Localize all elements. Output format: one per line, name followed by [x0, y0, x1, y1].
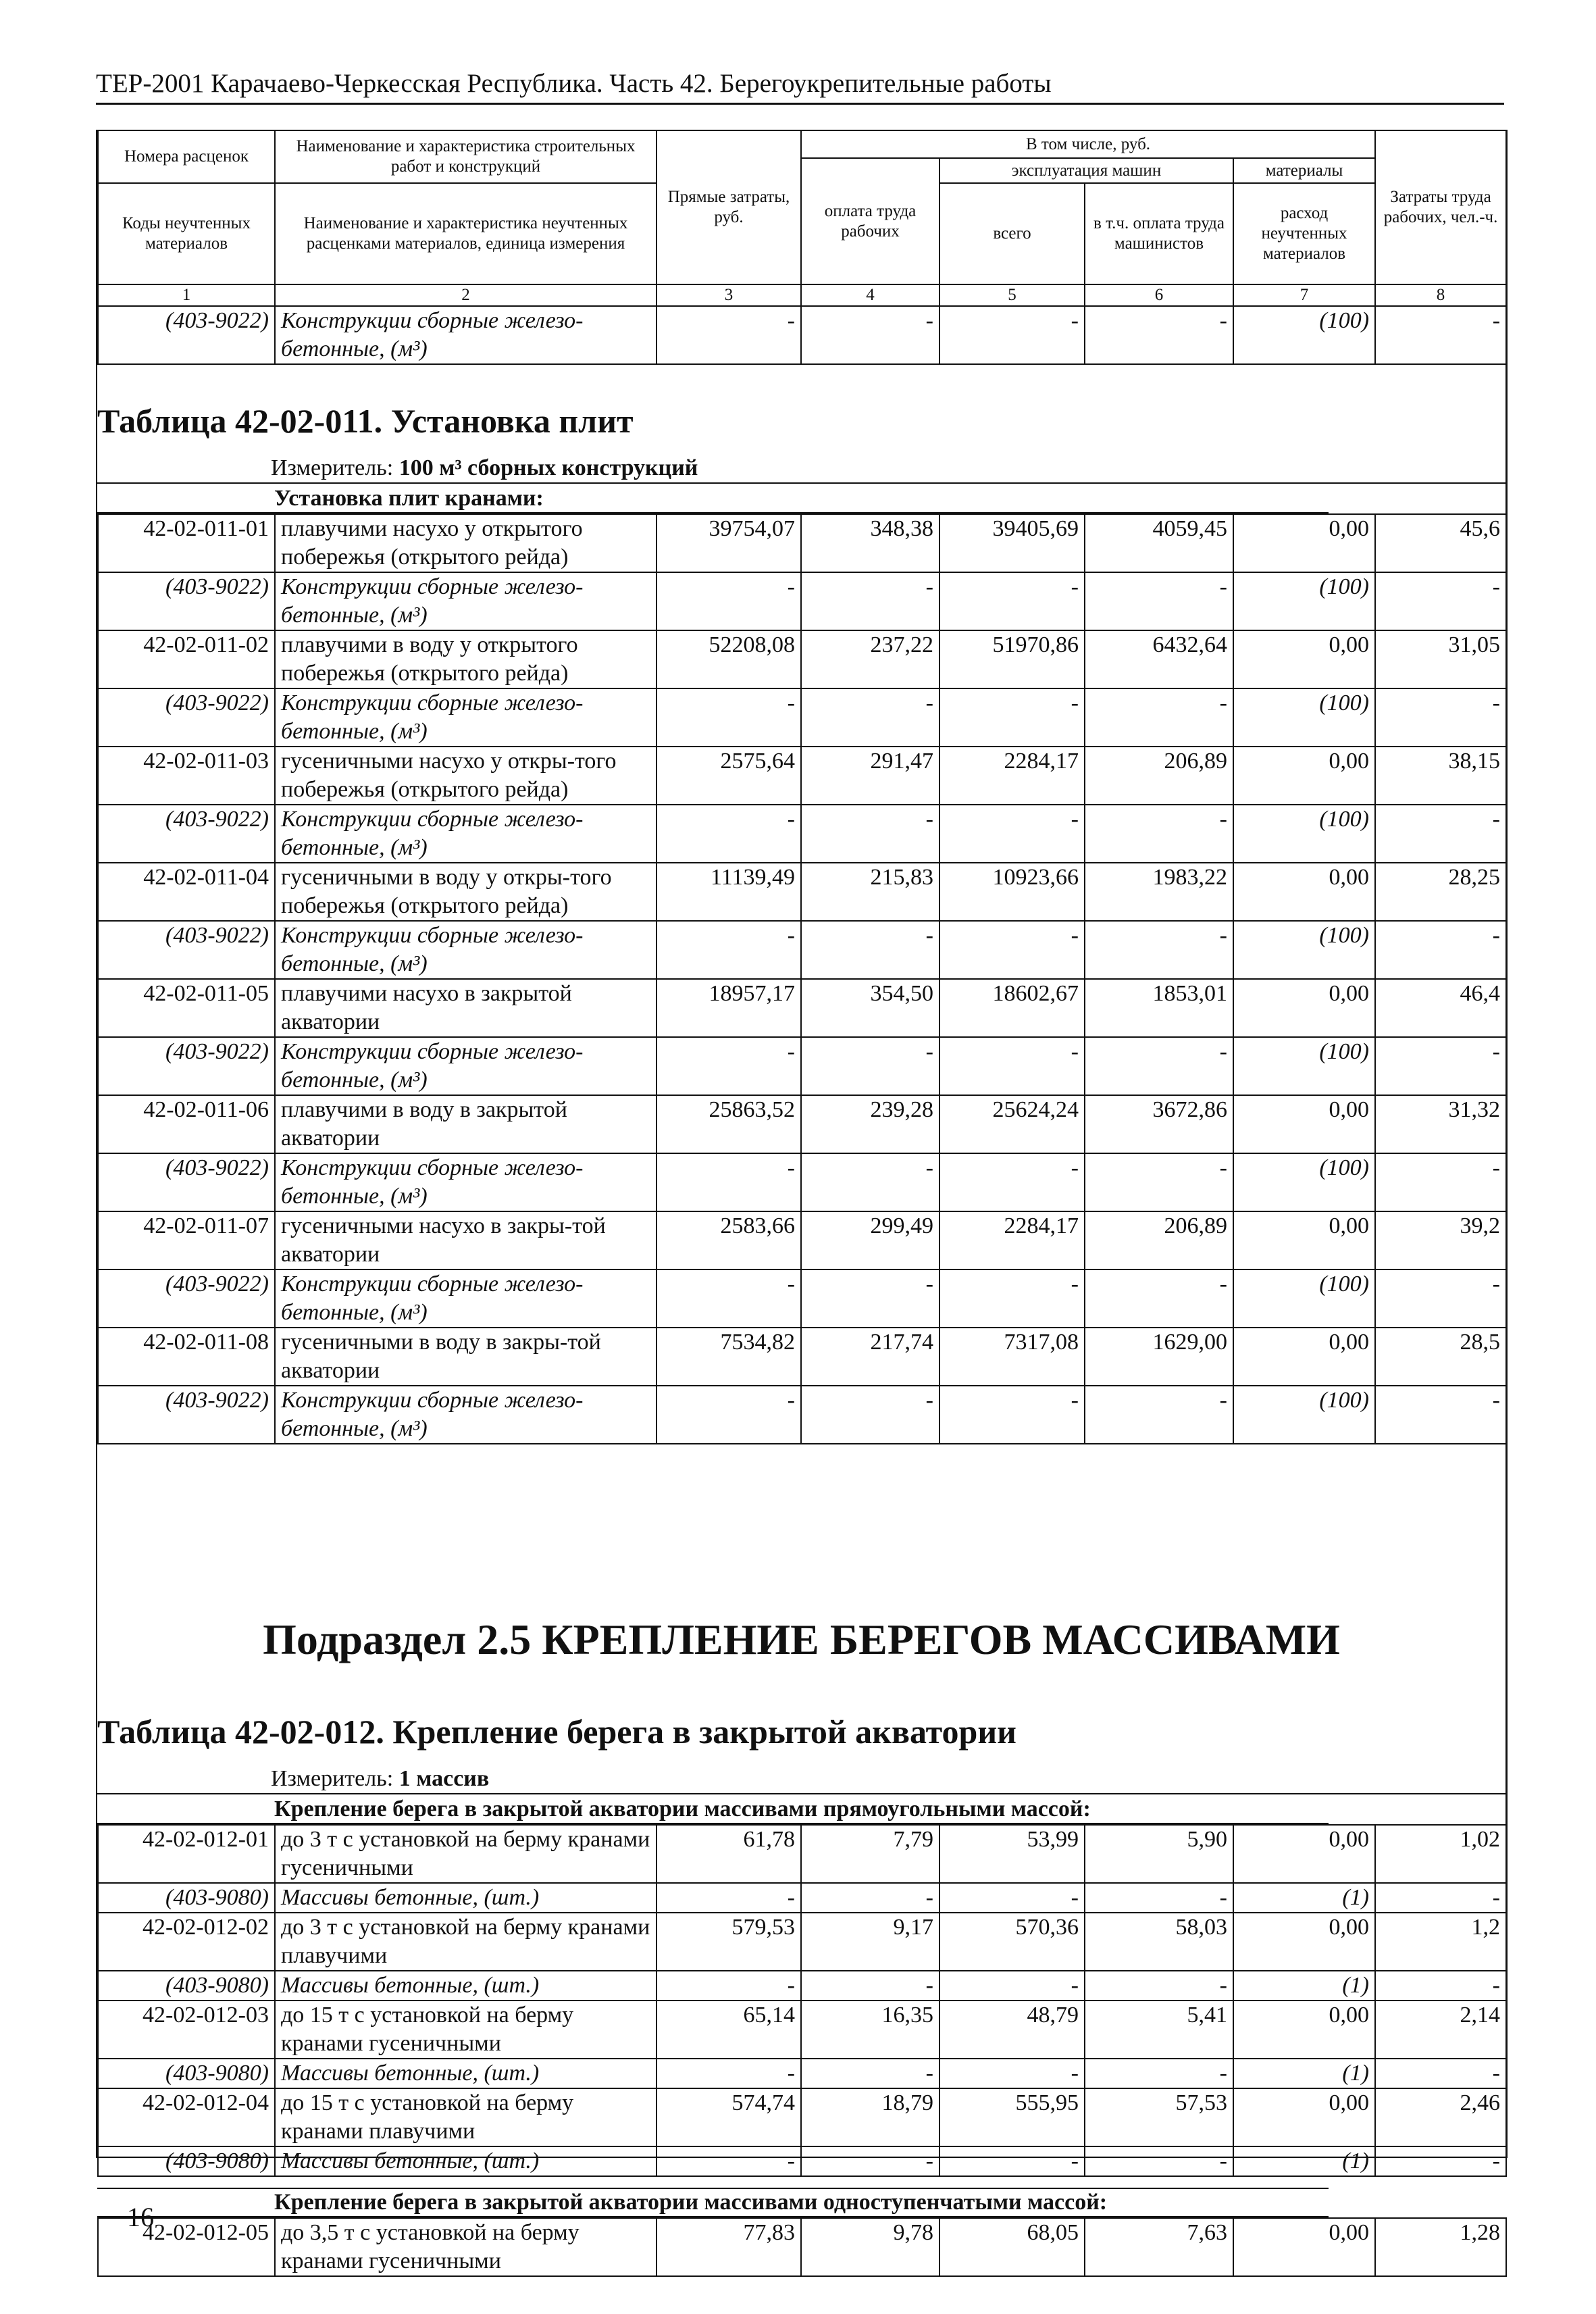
cell: 574,74	[657, 2088, 801, 2146]
cell: 2284,17	[939, 747, 1085, 805]
cell: -	[1085, 688, 1233, 747]
cell: -	[1375, 306, 1506, 364]
cell: 10923,66	[939, 863, 1085, 921]
meter-value: 100 м³ сборных конструкций	[398, 455, 698, 480]
material-code: (403-9080)	[98, 2146, 275, 2176]
cell: (1)	[1233, 1883, 1375, 1913]
cell: -	[801, 1883, 939, 1913]
col-number: 5	[939, 284, 1085, 306]
cell: 0,00	[1233, 863, 1375, 921]
header-material-consumption: расход неучтенных материалов	[1233, 183, 1375, 284]
header-in-total: В том числе, руб.	[801, 130, 1375, 158]
cell: -	[939, 572, 1085, 630]
document-frame	[96, 130, 1508, 2273]
cell: 0,00	[1233, 747, 1375, 805]
cell: -	[939, 2146, 1085, 2176]
cell: -	[801, 1037, 939, 1095]
cell: 3672,86	[1085, 1095, 1233, 1153]
rate-code: 42-02-012-03	[98, 2001, 275, 2059]
rate-code: 42-02-012-04	[98, 2088, 275, 2146]
cell: -	[657, 1386, 801, 1444]
header-machines-total: всего	[939, 183, 1085, 284]
cell: 0,00	[1233, 2088, 1375, 2146]
table-row	[98, 1211, 1506, 1269]
cell: 579,53	[657, 1913, 801, 1971]
table-row	[98, 572, 1506, 630]
group-heading: Крепление берега в закрытой акватории массивами прямоугольными массой:	[97, 1796, 1329, 1824]
cell: -	[1085, 572, 1233, 630]
table-42-02-012-cont	[97, 2217, 1507, 2277]
table-row	[98, 921, 1506, 979]
col-number: 3	[657, 284, 801, 306]
work-name: гусеничными в воду у откры-того побережья (открытого рейда)	[275, 863, 657, 921]
cell: 206,89	[1085, 1211, 1233, 1269]
cell: 31,32	[1375, 1095, 1506, 1153]
cell: 570,36	[939, 1913, 1085, 1971]
cell: 58,03	[1085, 1913, 1233, 1971]
cell: 1,28	[1375, 2218, 1506, 2276]
table-row	[98, 863, 1506, 921]
cell: 38,15	[1375, 747, 1506, 805]
cell: -	[939, 2059, 1085, 2088]
cell: -	[939, 1386, 1085, 1444]
cell: -	[801, 2146, 939, 2176]
cell: 239,28	[801, 1095, 939, 1153]
rate-code: 42-02-011-01	[98, 514, 275, 572]
table-row	[98, 1095, 1506, 1153]
cell: 0,00	[1233, 1825, 1375, 1883]
material-code: (403-9080)	[98, 1971, 275, 2001]
cell: 48,79	[939, 2001, 1085, 2059]
cell: 555,95	[939, 2088, 1085, 2146]
cell: 0,00	[1233, 630, 1375, 688]
rate-code: 42-02-011-08	[98, 1328, 275, 1386]
cell: (100)	[1233, 1269, 1375, 1328]
cell: -	[1375, 688, 1506, 747]
material-code: (403-9022)	[98, 1037, 275, 1095]
cell: 2284,17	[939, 1211, 1085, 1269]
work-name: гусеничными насухо у откры-того побережья (открытого рейда)	[275, 747, 657, 805]
header-machines: эксплуатация машин	[939, 158, 1233, 183]
cell: -	[1085, 2146, 1233, 2176]
rate-code: 42-02-012-05	[98, 2218, 275, 2276]
cell: -	[801, 1153, 939, 1211]
cell: 61,78	[657, 1825, 801, 1883]
cell: (1)	[1233, 1971, 1375, 2001]
meter-label: Измеритель:	[271, 455, 394, 480]
cell: -	[657, 688, 801, 747]
material-code: (403-9080)	[98, 2059, 275, 2088]
group-heading: Установка плит кранами:	[97, 485, 1329, 513]
cell: -	[939, 1971, 1085, 2001]
cell: -	[939, 688, 1085, 747]
material-name: Конструкции сборные железо-бетонные, (м³)	[275, 1269, 657, 1328]
cell: 31,05	[1375, 630, 1506, 688]
cell: 28,25	[1375, 863, 1506, 921]
material-code: (403-9022)	[98, 921, 275, 979]
rate-code: 42-02-011-04	[98, 863, 275, 921]
cell: 57,53	[1085, 2088, 1233, 2146]
cell: (1)	[1233, 2146, 1375, 2176]
cell: -	[939, 1037, 1085, 1095]
cell: -	[657, 1037, 801, 1095]
cell: -	[939, 921, 1085, 979]
header-labor-costs: Затраты труда рабочих, чел.-ч.	[1375, 130, 1506, 284]
cell: -	[657, 1153, 801, 1211]
cell: (1)	[1233, 2059, 1375, 2088]
col-number: 8	[1375, 284, 1506, 306]
rate-code: 42-02-012-02	[98, 1913, 275, 1971]
cell: -	[801, 2059, 939, 2088]
header-materials-name: Наименование и характеристика неучтенных расценками материалов, единица измерения	[275, 183, 657, 284]
table-row	[98, 2218, 1506, 2276]
cell: 4059,45	[1085, 514, 1233, 572]
cell: 46,4	[1375, 979, 1506, 1037]
cell: 7534,82	[657, 1328, 801, 1386]
page-number: 16	[127, 2202, 154, 2232]
cell: 2,46	[1375, 2088, 1506, 2146]
cell: -	[939, 1883, 1085, 1913]
cell: (100)	[1233, 1386, 1375, 1444]
work-name: до 3,5 т с установкой на берму кранами гусеничными	[275, 2218, 657, 2276]
cell: -	[801, 572, 939, 630]
header-rates-numbers: Номера расценок	[98, 130, 275, 183]
table-row	[98, 1971, 1506, 2001]
cell: 0,00	[1233, 2001, 1375, 2059]
cell: -	[939, 805, 1085, 863]
cell: -	[801, 1971, 939, 2001]
rate-code: 42-02-011-03	[98, 747, 275, 805]
cell: 39405,69	[939, 514, 1085, 572]
material-name: Конструкции сборные железо-бетонные, (м³)	[275, 306, 657, 364]
cell: 5,41	[1085, 2001, 1233, 2059]
cell: 215,83	[801, 863, 939, 921]
table-row	[98, 2001, 1506, 2059]
cell: 6432,64	[1085, 630, 1233, 688]
cell: (100)	[1233, 1153, 1375, 1211]
cell: -	[939, 1269, 1085, 1328]
material-name: Массивы бетонные, (шт.)	[275, 2059, 657, 2088]
cell: 51970,86	[939, 630, 1085, 688]
cell: (100)	[1233, 306, 1375, 364]
cell: -	[1085, 1269, 1233, 1328]
cell: 2583,66	[657, 1211, 801, 1269]
cell: 2,14	[1375, 2001, 1506, 2059]
work-name: плавучими насухо у открытого побережья (открытого рейда)	[275, 514, 657, 572]
cell: 53,99	[939, 1825, 1085, 1883]
cell: 18602,67	[939, 979, 1085, 1037]
cell: 18957,17	[657, 979, 801, 1037]
header-works-name: Наименование и характеристика строительных работ и конструкций	[275, 130, 657, 183]
table-row	[98, 747, 1506, 805]
table-42-02-011	[97, 513, 1507, 1444]
cell: -	[1375, 1386, 1506, 1444]
cell: 7317,08	[939, 1328, 1085, 1386]
cell: -	[1375, 1037, 1506, 1095]
cell: 25863,52	[657, 1095, 801, 1153]
col-number: 6	[1085, 284, 1233, 306]
cell: 291,47	[801, 747, 939, 805]
header-direct-costs: Прямые затраты, руб.	[657, 130, 801, 284]
cell: 7,63	[1085, 2218, 1233, 2276]
table-row	[98, 306, 1506, 364]
material-code: (403-9022)	[98, 572, 275, 630]
cell: 217,74	[801, 1328, 939, 1386]
material-name: Массивы бетонные, (шт.)	[275, 1971, 657, 2001]
cell: 39754,07	[657, 514, 801, 572]
work-name: плавучими в воду у открытого побережья (открытого рейда)	[275, 630, 657, 688]
cell: 7,79	[801, 1825, 939, 1883]
material-name: Массивы бетонные, (шт.)	[275, 1883, 657, 1913]
rate-code: 42-02-011-05	[98, 979, 275, 1037]
cell: -	[939, 306, 1085, 364]
cell: 1853,01	[1085, 979, 1233, 1037]
cell: -	[1375, 921, 1506, 979]
cell: (100)	[1233, 688, 1375, 747]
header-machinists-pay: в т.ч. оплата труда машинистов	[1085, 183, 1233, 284]
cell: 1,2	[1375, 1913, 1506, 1971]
col-number: 2	[275, 284, 657, 306]
table-row	[98, 630, 1506, 688]
group-heading: Крепление берега в закрытой акватории массивами одноступенчатыми массой:	[97, 2188, 1329, 2217]
table-title: Таблица 42-02-011. Установка плит	[97, 402, 634, 440]
header-workers-pay: оплата труда рабочих	[801, 158, 939, 284]
material-code: (403-9022)	[98, 1386, 275, 1444]
cell: 1,02	[1375, 1825, 1506, 1883]
cell: -	[657, 2146, 801, 2176]
work-name: до 15 т с установкой на берму кранами гусеничными	[275, 2001, 657, 2059]
material-name: Конструкции сборные железо-бетонные, (м³)	[275, 1037, 657, 1095]
material-code: (403-9022)	[98, 805, 275, 863]
meter-value: 1 массив	[398, 1766, 490, 1791]
cell: -	[1375, 1269, 1506, 1328]
cell: -	[657, 2059, 801, 2088]
work-name: до 3 т с установкой на берму кранами гусеничными	[275, 1825, 657, 1883]
cell: -	[657, 1269, 801, 1328]
cell: 9,78	[801, 2218, 939, 2276]
table-row	[98, 979, 1506, 1037]
cell: -	[1085, 1883, 1233, 1913]
cell: 68,05	[939, 2218, 1085, 2276]
cell: -	[801, 921, 939, 979]
cell: -	[1085, 1971, 1233, 2001]
work-name: до 3 т с установкой на берму кранами плавучими	[275, 1913, 657, 1971]
work-name: плавучими в воду в закрытой акватории	[275, 1095, 657, 1153]
meter-label: Измеритель:	[271, 1766, 394, 1791]
cell: 0,00	[1233, 1211, 1375, 1269]
cell: -	[657, 805, 801, 863]
cell: 354,50	[801, 979, 939, 1037]
work-name: гусеничными в воду в закры-той акватории	[275, 1328, 657, 1386]
divider	[97, 482, 1505, 484]
material-name: Конструкции сборные железо-бетонные, (м³)	[275, 1153, 657, 1211]
table-row	[98, 2059, 1506, 2088]
cell: (100)	[1233, 921, 1375, 979]
cell: 0,00	[1233, 1328, 1375, 1386]
rate-code: 42-02-012-01	[98, 1825, 275, 1883]
cell: (100)	[1233, 805, 1375, 863]
header-materials: материалы	[1233, 158, 1375, 183]
table-row	[98, 1913, 1506, 1971]
table-title: Таблица 42-02-012. Крепление берега в закрытой акватории	[97, 1713, 1016, 1751]
cell: (100)	[1233, 1037, 1375, 1095]
cell: -	[1375, 1971, 1506, 2001]
cell: 0,00	[1233, 979, 1375, 1037]
cell: -	[657, 572, 801, 630]
cell: -	[1085, 921, 1233, 979]
cell: 25624,24	[939, 1095, 1085, 1153]
cell: -	[801, 1386, 939, 1444]
col-number: 4	[801, 284, 939, 306]
material-name: Массивы бетонные, (шт.)	[275, 2146, 657, 2176]
table-row	[98, 1883, 1506, 1913]
cell: -	[1085, 1386, 1233, 1444]
material-name: Конструкции сборные железо-бетонные, (м³)	[275, 572, 657, 630]
table-row	[98, 1269, 1506, 1328]
cell: -	[1085, 805, 1233, 863]
cell: 52208,08	[657, 630, 801, 688]
table-row	[98, 688, 1506, 747]
work-name: плавучими насухо в закрытой акватории	[275, 979, 657, 1037]
cell: (100)	[1233, 572, 1375, 630]
cell: 28,5	[1375, 1328, 1506, 1386]
cell: 2575,64	[657, 747, 801, 805]
cell: -	[801, 688, 939, 747]
rate-code: 42-02-011-07	[98, 1211, 275, 1269]
cell: -	[1085, 1037, 1233, 1095]
cell: -	[1085, 1153, 1233, 1211]
cell: -	[1085, 2059, 1233, 2088]
meter-line	[97, 454, 1596, 482]
running-head: ТЕР-2001 Карачаево-Черкесская Республика. Часть 42. Берегоукрепительные работы	[96, 68, 1504, 105]
material-code: (403-9022)	[98, 306, 275, 364]
cell: -	[1375, 2146, 1506, 2176]
material-name: Конструкции сборные железо-бетонные, (м³)	[275, 688, 657, 747]
material-name: Конструкции сборные железо-бетонные, (м³)	[275, 1386, 657, 1444]
table-row	[98, 1153, 1506, 1211]
cell: 45,6	[1375, 514, 1506, 572]
table-row	[98, 805, 1506, 863]
cell: 77,83	[657, 2218, 801, 2276]
cell: 39,2	[1375, 1211, 1506, 1269]
table-row	[98, 1037, 1506, 1095]
cell: -	[801, 805, 939, 863]
cell: -	[801, 1269, 939, 1328]
table-row	[98, 514, 1506, 572]
cell: 11139,49	[657, 863, 801, 921]
column-header-table	[97, 130, 1507, 365]
cell: -	[1375, 805, 1506, 863]
cell: -	[1085, 306, 1233, 364]
meter-line	[97, 1765, 1596, 1793]
material-name: Конструкции сборные железо-бетонные, (м³)	[275, 805, 657, 863]
table-row	[98, 2088, 1506, 2146]
cell: -	[657, 306, 801, 364]
work-name: гусеничными насухо в закры-той акватории	[275, 1211, 657, 1269]
table-row	[98, 2146, 1506, 2176]
cell: -	[657, 921, 801, 979]
cell: 206,89	[1085, 747, 1233, 805]
material-name: Конструкции сборные железо-бетонные, (м³)	[275, 921, 657, 979]
table-row	[98, 1386, 1506, 1444]
material-code: (403-9022)	[98, 1269, 275, 1328]
work-name: до 15 т с установкой на берму кранами плавучими	[275, 2088, 657, 2146]
cell: -	[1375, 572, 1506, 630]
cell: 9,17	[801, 1913, 939, 1971]
cell: 65,14	[657, 2001, 801, 2059]
header-material-codes: Коды неучтенных материалов	[98, 183, 275, 284]
cell: -	[657, 1883, 801, 1913]
cell: -	[1375, 1883, 1506, 1913]
material-code: (403-9022)	[98, 688, 275, 747]
cell: -	[1375, 2059, 1506, 2088]
cell: 16,35	[801, 2001, 939, 2059]
cell: 1629,00	[1085, 1328, 1233, 1386]
cell: 1983,22	[1085, 863, 1233, 921]
cell: 0,00	[1233, 2218, 1375, 2276]
rate-code: 42-02-011-06	[98, 1095, 275, 1153]
table-42-02-012	[97, 1824, 1507, 2177]
table-row	[98, 1328, 1506, 1386]
cell: 0,00	[1233, 514, 1375, 572]
divider	[97, 1793, 1505, 1794]
cell: -	[801, 306, 939, 364]
cell: -	[1375, 1153, 1506, 1211]
cell: 0,00	[1233, 1095, 1375, 1153]
cell: 299,49	[801, 1211, 939, 1269]
material-code: (403-9080)	[98, 1883, 275, 1913]
cell: -	[657, 1971, 801, 2001]
cell: -	[939, 1153, 1085, 1211]
cell: 237,22	[801, 630, 939, 688]
material-code: (403-9022)	[98, 1153, 275, 1211]
cell: 348,38	[801, 514, 939, 572]
cell: 5,90	[1085, 1825, 1233, 1883]
rate-code: 42-02-011-02	[98, 630, 275, 688]
cell: 0,00	[1233, 1913, 1375, 1971]
table-row	[98, 1825, 1506, 1883]
section-title: Подраздел 2.5 КРЕПЛЕНИЕ БЕРЕГОВ МАССИВАМИ	[263, 1615, 1340, 1663]
col-number: 1	[98, 284, 275, 306]
cell: 18,79	[801, 2088, 939, 2146]
col-number: 7	[1233, 284, 1375, 306]
